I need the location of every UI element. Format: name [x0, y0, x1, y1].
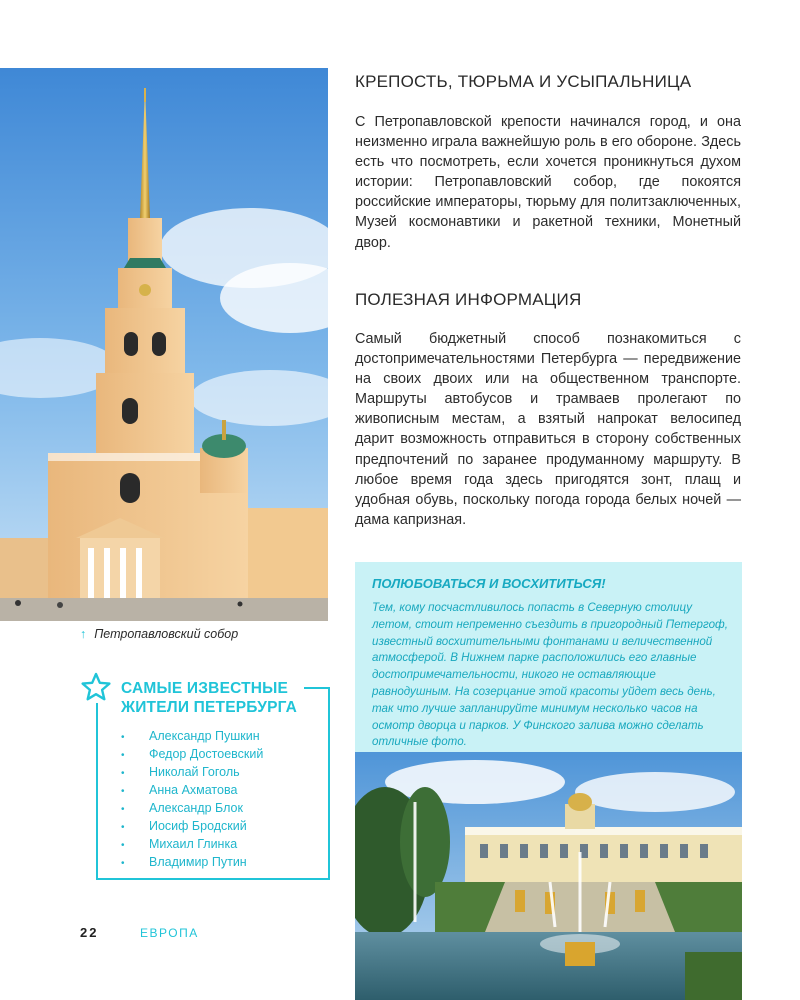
bullet-icon: • — [121, 786, 125, 797]
list-item: • Александр Пушкин — [121, 728, 263, 746]
list-item: • Федор Достоевский — [121, 746, 263, 764]
residents-list — [121, 728, 263, 872]
bullet-icon: • — [121, 804, 125, 815]
star-icon — [80, 671, 112, 703]
page-number: 22 — [80, 925, 99, 940]
list-item: • Владимир Путин — [121, 854, 263, 872]
peterhof-photo — [355, 752, 742, 1000]
arrow-up-icon: ↑ — [80, 627, 87, 641]
bullet-icon: • — [121, 732, 125, 743]
useful-info-text: Самый бюджетный способ познакомиться с достопримечательностями Петербурга — передвижение на своих двоих или на общественном транспорте. Маршруты автобусов и трамваев пролегают по живописным местам, а взятый напрокат велосипед дарит возможность отправиться в сторону собственных предпочтений по заранее продуманному маршруту. В любое время года здесь пригодятся зонт, плащ и удобная обувь, поскольку погода города белых ночей — дама капризная. — [355, 331, 741, 528]
bullet-icon: • — [121, 858, 125, 869]
fortress-heading: КРЕПОСТЬ, ТЮРЬМА И УСЫПАЛЬНИЦА — [355, 72, 692, 91]
tip-text: Тем, кому посчастливилось попасть в Северную столицу летом, стоит непременно съездить в пригородный Петергоф, известный восхитительными фонтанами и величественной атмосферой. В Нижнем парке расположились его главные достопримечательности, никого не оставляющие равнодушным. На созерцание этой красоты уйдет весь день, так что лучше запланируйте минимум несколько часов на осмотр дворца и парков. У Финского залива можно сделать отличные фото. — [372, 601, 728, 749]
caption-text: Петропавловский собор — [94, 627, 239, 641]
bullet-icon: • — [121, 750, 125, 761]
cathedral-photo — [0, 68, 328, 621]
bullet-icon: • — [121, 822, 125, 833]
bullet-icon: • — [121, 840, 125, 851]
photo-caption — [80, 627, 238, 641]
fortress-text: С Петропавловской крепости начинался город, и она неизменно играла важнейшую роль в его обороне. Здесь есть что посмотреть, если хочется проникнуться духом истории: Петропавловский собор, где покоятся российские императоры, тюрьму для политзаключенных, Музей космонавтики и ракетной техники, Монетный двор. — [355, 114, 741, 251]
list-item: • Михаил Глинка — [121, 836, 263, 854]
residents-title: САМЫЕ ИЗВЕСТНЫЕ ЖИТЕЛИ ПЕТЕРБУРГА — [121, 680, 298, 716]
tip-title: ПОЛЮБОВАТЬСЯ И ВОСХИТИТЬСЯ! — [372, 576, 606, 591]
list-item: • Николай Гоголь — [121, 764, 263, 782]
list-item: • Анна Ахматова — [121, 782, 263, 800]
useful-info-heading: ПОЛЕЗНАЯ ИНФОРМАЦИЯ — [355, 290, 582, 309]
section-name: ЕВРОПА — [140, 926, 199, 940]
list-item: • Александр Блок — [121, 800, 263, 818]
bullet-icon: • — [121, 768, 125, 779]
list-item: • Иосиф Бродский — [121, 818, 263, 836]
